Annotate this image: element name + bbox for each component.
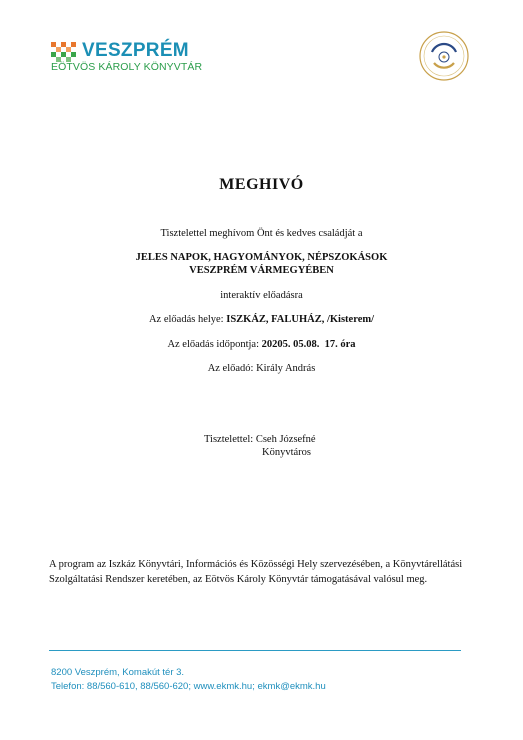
logo-subtitle: EÖTVÖS KÁROLY KÖNYVTÁR	[51, 61, 203, 73]
library-logo	[51, 38, 211, 72]
event-type-text: interaktív előadásra	[220, 290, 303, 301]
page-title: MEGHIVÓ	[219, 176, 304, 193]
venue-label: Az előadás helye:	[148, 314, 224, 325]
footer-address: 8200 Veszprém, Komakút tér 3.	[51, 667, 185, 678]
library-seal-icon	[418, 30, 470, 82]
date-label: Az előadás időpontja:	[167, 339, 259, 350]
venue-line	[0, 314, 523, 325]
venue-value: ISZKÁZ, FALUHÁZ, /Kisterem/	[226, 314, 375, 325]
signature-role: Könyvtáros	[262, 447, 311, 458]
signature-line: Tisztelettel: Cseh Józsefné	[204, 434, 316, 445]
event-title-line1: JELES NAPOK, HAGYOMÁNYOK, NÉPSZOKÁSOK	[135, 252, 388, 263]
date-line	[0, 339, 523, 350]
date-value: 20205. 05.08. 17. óra	[261, 339, 356, 350]
footer-contact: Telefon: 88/560-610, 88/560-620; www.ekmk.hu; ekmk@ekmk.hu	[51, 681, 326, 692]
presenter-text: Az előadó: Király András	[207, 363, 316, 374]
program-note: A program az Iszkáz Könyvtári, Információs és Közösségi Hely szervezésében, a Könyvtárellátási Szolgáltatási Rendszer keretében, az Eötvös Károly Könyvtár támogatásával valósul meg.	[49, 559, 463, 585]
logo-title: VESZPRÉM	[82, 40, 189, 61]
footer-divider	[49, 650, 461, 651]
greeting-text: Tisztelettel meghívom Önt és kedves családját a	[160, 228, 363, 239]
event-title-line2: VESZPRÉM VÁRMEGYÉBEN	[189, 265, 334, 276]
